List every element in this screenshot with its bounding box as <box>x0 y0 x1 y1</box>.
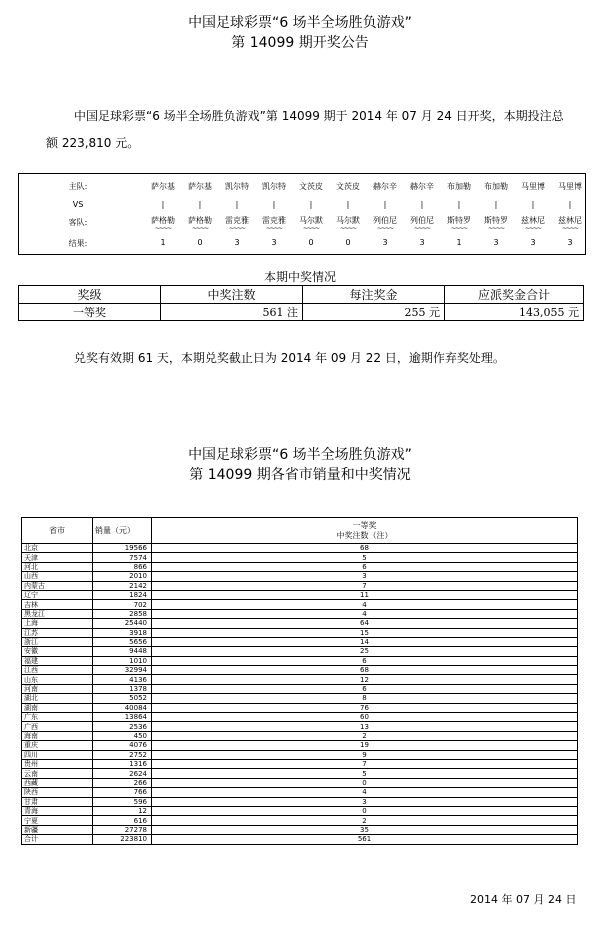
province-sales: 5656 <box>93 637 152 646</box>
province-sales: 5052 <box>93 694 152 703</box>
match-away-team: 斯特罗 <box>447 216 471 225</box>
table-row <box>22 562 578 571</box>
province-sales: 4136 <box>93 675 152 684</box>
province-name: 黑龙江 <box>22 609 93 618</box>
table-row <box>22 778 578 787</box>
match-home-team: 赫尔辛 <box>373 182 397 191</box>
province-sales: 1316 <box>93 759 152 768</box>
table-row <box>22 759 578 768</box>
intro-line-1: 中国足球彩票“6 场半全场胜负游戏”第 14099 期于 2014 年 07 月 24 日开奖，本期投注总 <box>74 109 564 123</box>
table-row <box>22 825 578 834</box>
match-separator: ~~~~ <box>339 225 357 232</box>
match-separator: ~~~~ <box>524 225 542 232</box>
match-vs-bar: | <box>161 200 165 209</box>
province-prize-count: 5 <box>152 553 578 562</box>
prize-level: 一等奖 <box>19 304 161 321</box>
page-subtitle: 第 14099 期开奖公告 <box>231 35 369 51</box>
province-prize-count: 6 <box>152 684 578 693</box>
match-vs-bar: | <box>198 200 202 209</box>
match-home-team: 萨尔基 <box>188 182 212 191</box>
province-sales: 2142 <box>93 581 152 590</box>
province-sales: 9448 <box>93 647 152 656</box>
table-row <box>22 816 578 825</box>
province-prize-count: 0 <box>152 806 578 815</box>
match-separator: ~~~~ <box>450 225 468 232</box>
province-sales: 3918 <box>93 628 152 637</box>
province-prize-count: 2 <box>152 731 578 740</box>
province-name: 吉林 <box>22 600 93 609</box>
province-prize-count: 2 <box>152 816 578 825</box>
prize-total: 143,055 元 <box>445 304 584 321</box>
province-prize-count: 76 <box>152 703 578 712</box>
province-name: 安徽 <box>22 647 93 656</box>
province-sales: 2858 <box>93 609 152 618</box>
match-home-team: 马里博 <box>558 182 582 191</box>
province-sales: 2752 <box>93 750 152 759</box>
province-prize-count: 8 <box>152 694 578 703</box>
province-sales: 2010 <box>93 572 152 581</box>
prize-table <box>18 285 584 321</box>
table-row <box>22 797 578 806</box>
match-home-team: 凯尔特 <box>225 182 249 191</box>
match-result: 3 <box>493 238 499 247</box>
province-name: 浙江 <box>22 637 93 646</box>
province-prize-count: 561 <box>152 835 578 844</box>
match-home-team: 萨尔基 <box>151 182 175 191</box>
province-sales: 12 <box>93 806 152 815</box>
match-separator: ~~~~ <box>487 225 505 232</box>
province-prize-count: 12 <box>152 675 578 684</box>
table-row <box>22 572 578 581</box>
match-vs-bar: | <box>420 200 424 209</box>
province-sales: 596 <box>93 797 152 806</box>
province-table <box>21 517 578 845</box>
province-prize-count: 3 <box>152 797 578 806</box>
province-prize-count: 60 <box>152 713 578 722</box>
table-row <box>22 835 578 844</box>
section2-title: 中国足球彩票“6 场半全场胜负游戏” <box>188 447 412 463</box>
match-table <box>18 173 586 255</box>
footer-date: 2014 年 07 月 24 日 <box>470 893 577 906</box>
intro-line-2: 额 223,810 元。 <box>46 136 140 150</box>
table-row <box>22 600 578 609</box>
table-row <box>22 750 578 759</box>
province-name: 云南 <box>22 769 93 778</box>
col-sales: 销量（元） <box>93 518 152 544</box>
province-sales: 40084 <box>93 703 152 712</box>
province-name: 广东 <box>22 713 93 722</box>
vs-label: VS <box>72 200 84 209</box>
match-vs-bar: | <box>235 200 239 209</box>
match-vs-bar: | <box>568 200 572 209</box>
province-name: 内蒙古 <box>22 581 93 590</box>
match-away-team: 列伯尼 <box>373 216 397 225</box>
province-name: 重庆 <box>22 741 93 750</box>
table-row <box>22 741 578 750</box>
away-label: 客队: <box>68 218 88 227</box>
province-name: 西藏 <box>22 778 93 787</box>
table-row <box>22 590 578 599</box>
prize-amount: 255 元 <box>303 304 445 321</box>
table-row <box>22 581 578 590</box>
table-row <box>22 675 578 684</box>
province-name: 海南 <box>22 731 93 740</box>
province-sales: 1378 <box>93 684 152 693</box>
match-home-team: 文茨皮 <box>299 182 323 191</box>
col-province: 省市 <box>22 518 93 544</box>
province-name: 青海 <box>22 806 93 815</box>
match-result: 1 <box>160 238 166 247</box>
table-row <box>22 769 578 778</box>
match-away-team: 马尔默 <box>299 216 323 225</box>
table-row <box>22 722 578 731</box>
province-prize-count: 9 <box>152 750 578 759</box>
province-prize-count: 64 <box>152 619 578 628</box>
table-row <box>22 544 578 553</box>
province-prize-count: 6 <box>152 562 578 571</box>
province-name: 江苏 <box>22 628 93 637</box>
match-result: 3 <box>271 238 277 247</box>
province-sales: 866 <box>93 562 152 571</box>
province-name: 合计 <box>22 835 93 844</box>
match-separator: ~~~~ <box>154 225 172 232</box>
match-vs-bar: | <box>346 200 350 209</box>
prize-count: 561 注 <box>161 304 303 321</box>
page-title: 中国足球彩票“6 场半全场胜负游戏” <box>188 15 412 31</box>
province-name: 北京 <box>22 544 93 553</box>
home-label: 主队: <box>68 182 88 191</box>
match-separator: ~~~~ <box>376 225 394 232</box>
province-sales: 25440 <box>93 619 152 628</box>
prize-header-count: 中奖注数 <box>161 286 303 304</box>
province-prize-count: 4 <box>152 609 578 618</box>
province-name: 宁夏 <box>22 816 93 825</box>
province-name: 四川 <box>22 750 93 759</box>
province-sales: 1010 <box>93 656 152 665</box>
province-name: 江西 <box>22 666 93 675</box>
table-row <box>22 684 578 693</box>
match-vs-bar: | <box>309 200 313 209</box>
province-prize-count: 0 <box>152 778 578 787</box>
province-sales: 2536 <box>93 722 152 731</box>
province-sales: 702 <box>93 600 152 609</box>
match-home-team: 布加勒 <box>484 182 508 191</box>
table-row <box>22 619 578 628</box>
province-name: 上海 <box>22 619 93 628</box>
province-name: 湖北 <box>22 694 93 703</box>
match-away-team: 列伯尼 <box>410 216 434 225</box>
match-result: 1 <box>456 238 462 247</box>
col-prize-line2: 中奖注数（注） <box>336 530 393 540</box>
section2-subtitle: 第 14099 期各省市销量和中奖情况 <box>189 467 411 483</box>
province-prize-count: 7 <box>152 581 578 590</box>
province-name: 贵州 <box>22 759 93 768</box>
province-prize-count: 13 <box>152 722 578 731</box>
table-row <box>22 713 578 722</box>
province-sales: 13864 <box>93 713 152 722</box>
province-name: 新疆 <box>22 825 93 834</box>
province-prize-count: 4 <box>152 788 578 797</box>
match-home-team: 凯尔特 <box>262 182 286 191</box>
table-row <box>22 806 578 815</box>
province-name: 湖南 <box>22 703 93 712</box>
province-prize-count: 15 <box>152 628 578 637</box>
match-away-team: 兹林尼 <box>521 216 545 225</box>
match-result: 0 <box>345 238 351 247</box>
table-row <box>22 628 578 637</box>
province-prize-count: 19 <box>152 741 578 750</box>
province-sales: 266 <box>93 778 152 787</box>
table-row <box>22 656 578 665</box>
match-result: 3 <box>419 238 425 247</box>
province-name: 天津 <box>22 553 93 562</box>
match-home-team: 马里博 <box>521 182 545 191</box>
province-sales: 766 <box>93 788 152 797</box>
province-name: 甘肃 <box>22 797 93 806</box>
result-label: 结果: <box>68 239 88 248</box>
province-sales: 4076 <box>93 741 152 750</box>
match-vs-bar: | <box>383 200 387 209</box>
table-row <box>22 647 578 656</box>
province-prize-count: 68 <box>152 666 578 675</box>
match-separator: ~~~~ <box>561 225 579 232</box>
table-row <box>22 666 578 675</box>
match-result: 3 <box>530 238 536 247</box>
match-away-team: 马尔默 <box>336 216 360 225</box>
province-prize-count: 11 <box>152 590 578 599</box>
province-sales: 32994 <box>93 666 152 675</box>
table-row <box>22 553 578 562</box>
match-separator: ~~~~ <box>302 225 320 232</box>
province-name: 广西 <box>22 722 93 731</box>
province-prize-count: 68 <box>152 544 578 553</box>
province-prize-count: 5 <box>152 769 578 778</box>
province-sales: 223810 <box>93 835 152 844</box>
match-separator: ~~~~ <box>265 225 283 232</box>
col-prize-line1: 一等奖 <box>352 520 377 530</box>
province-prize-count: 25 <box>152 647 578 656</box>
match-result: 3 <box>234 238 240 247</box>
match-away-team: 雷克雅 <box>262 216 286 225</box>
match-away-team: 兹林尼 <box>558 216 582 225</box>
match-vs-bar: | <box>494 200 498 209</box>
match-vs-bar: | <box>531 200 535 209</box>
province-sales: 2624 <box>93 769 152 778</box>
match-away-team: 斯特罗 <box>484 216 508 225</box>
province-prize-count: 6 <box>152 656 578 665</box>
match-result: 0 <box>197 238 203 247</box>
prize-header-amount: 每注奖金 <box>303 286 445 304</box>
province-name: 辽宁 <box>22 590 93 599</box>
match-home-team: 赫尔辛 <box>410 182 434 191</box>
match-away-team: 萨格勒 <box>151 216 175 225</box>
table-row <box>22 731 578 740</box>
prize-caption: 本期中奖情况 <box>263 270 336 284</box>
match-separator: ~~~~ <box>228 225 246 232</box>
match-away-team: 雷克雅 <box>225 216 249 225</box>
province-prize-count: 3 <box>152 572 578 581</box>
match-home-team: 布加勒 <box>447 182 471 191</box>
table-row <box>22 788 578 797</box>
province-name: 河南 <box>22 684 93 693</box>
province-name: 陕西 <box>22 788 93 797</box>
match-home-team: 文茨皮 <box>336 182 360 191</box>
match-result: 0 <box>308 238 314 247</box>
province-name: 山西 <box>22 572 93 581</box>
province-sales: 19566 <box>93 544 152 553</box>
match-separator: ~~~~ <box>413 225 431 232</box>
province-prize-count: 14 <box>152 637 578 646</box>
match-vs-bar: | <box>457 200 461 209</box>
province-sales: 27278 <box>93 825 152 834</box>
province-name: 福建 <box>22 656 93 665</box>
match-vs-bar: | <box>272 200 276 209</box>
province-name: 山东 <box>22 675 93 684</box>
col-prize <box>152 518 578 544</box>
match-separator: ~~~~ <box>191 225 209 232</box>
claim-notice: 兑奖有效期 61 天，本期兑奖截止日为 2014 年 09 月 22 日，逾期作弃奖处理。 <box>74 351 505 365</box>
province-table-body <box>22 544 578 845</box>
match-result: 3 <box>567 238 573 247</box>
province-prize-count: 35 <box>152 825 578 834</box>
table-row <box>22 609 578 618</box>
province-name: 河北 <box>22 562 93 571</box>
province-sales: 7574 <box>93 553 152 562</box>
province-sales: 1824 <box>93 590 152 599</box>
prize-header-level: 奖级 <box>19 286 161 304</box>
province-prize-count: 4 <box>152 600 578 609</box>
match-away-team: 萨格勒 <box>188 216 212 225</box>
table-row <box>22 637 578 646</box>
prize-header-total: 应派奖金合计 <box>445 286 584 304</box>
province-sales: 616 <box>93 816 152 825</box>
table-row <box>22 694 578 703</box>
match-result: 3 <box>382 238 388 247</box>
table-row <box>22 703 578 712</box>
province-sales: 450 <box>93 731 152 740</box>
province-prize-count: 7 <box>152 759 578 768</box>
